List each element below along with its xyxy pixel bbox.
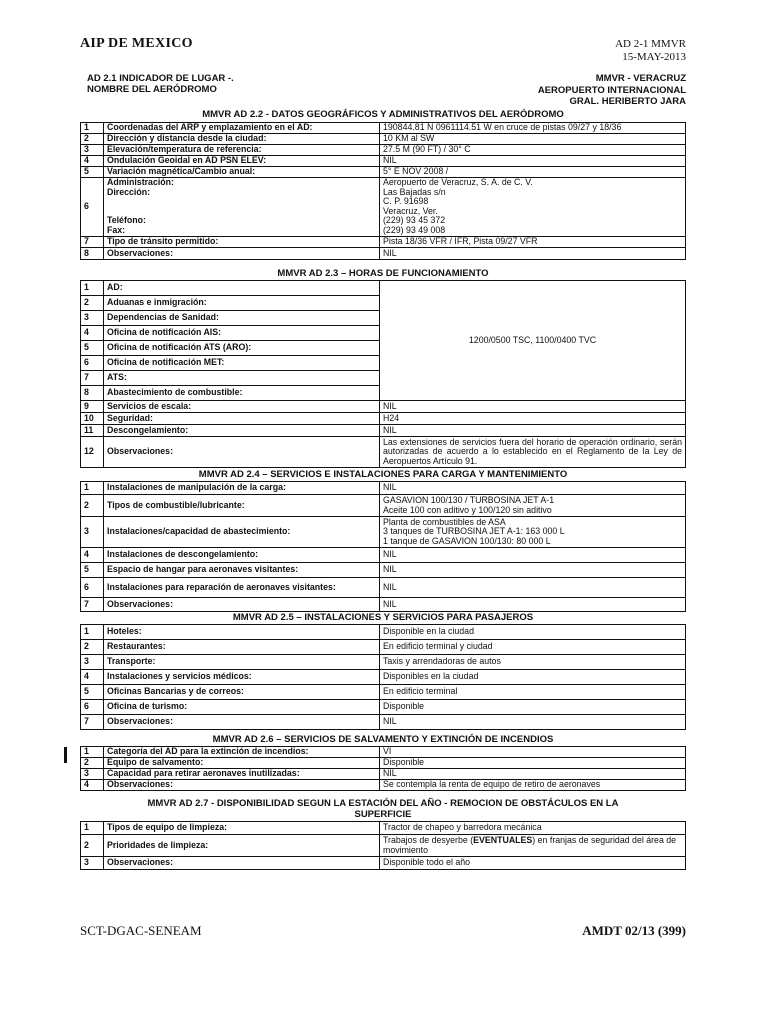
row-label: Observaciones: xyxy=(104,857,380,870)
row-value: Taxis y arrendadoras de autos xyxy=(380,655,686,670)
row-number: 3 xyxy=(81,655,104,670)
row-number: 6 xyxy=(81,178,104,237)
table-row xyxy=(81,145,686,156)
table-row xyxy=(81,413,686,425)
row-label: ATS: xyxy=(104,371,380,386)
row-number: 12 xyxy=(81,437,104,468)
row-label: Prioridades de limpieza: xyxy=(104,835,380,857)
aerodrome-name xyxy=(538,73,686,108)
table-row xyxy=(81,123,686,134)
row-value: Se contempla la renta de equipo de retiro de aeronaves xyxy=(380,780,686,791)
row-label: Instalaciones para reparación de aeronaves visitantes: xyxy=(104,578,380,598)
row-number: 9 xyxy=(81,401,104,413)
table-row xyxy=(81,758,686,769)
row-value: Las extensiones de servicios fuera del horario de operación ordinario, serán autorizadas de acuerdo a lo establecido en el Reglamento de la Ley de Aeropuertos Artículo 91. xyxy=(380,437,686,468)
row-value: NIL xyxy=(380,598,686,612)
row-value: GASAVION 100/130 / TURBOSINA JET A-1 Aceite 100 con aditivo y 100/120 sin aditivo xyxy=(380,495,686,517)
aerodrome-name-line-3: GRAL. HERIBERTO JARA xyxy=(569,96,686,107)
row-number: 6 xyxy=(81,578,104,598)
table-row xyxy=(81,700,686,715)
row-value: NIL xyxy=(380,548,686,563)
table-row xyxy=(81,134,686,145)
row-number: 3 xyxy=(81,857,104,870)
table-row xyxy=(81,598,686,612)
table-row xyxy=(81,248,686,260)
row-label: Oficina de notificación MET: xyxy=(104,356,380,371)
row-label: Seguridad: xyxy=(104,413,380,425)
row-label: Instalaciones y servicios médicos: xyxy=(104,670,380,685)
table-row xyxy=(81,517,686,548)
section-2-6-table xyxy=(80,746,686,791)
row-number: 8 xyxy=(81,386,104,401)
row-number: 4 xyxy=(81,156,104,167)
row-value: Disponible xyxy=(380,700,686,715)
table-row xyxy=(81,640,686,655)
row-label: Coordenadas del ARP y emplazamiento en el AD: xyxy=(104,123,380,134)
table-row xyxy=(81,685,686,700)
section-2-3-title: MMVR AD 2.3 – HORAS DE FUNCIONAMIENTO xyxy=(277,268,489,279)
table-row xyxy=(81,857,686,870)
location-heading-line-2: NOMBRE DEL AERÓDROMO xyxy=(87,84,217,95)
row-number: 4 xyxy=(81,670,104,685)
table-row xyxy=(81,747,686,758)
aerodrome-name-line-1: MMVR - VERACRUZ xyxy=(595,73,686,84)
table-row xyxy=(81,715,686,730)
row-value: 10 KM al SW xyxy=(380,134,686,145)
table-row xyxy=(81,822,686,835)
row-number: 2 xyxy=(81,495,104,517)
row-value: Aeropuerto de Veracruz, S. A. de C. V. Las Bajadas s/n C. P. 91698 Veracruz, Ver. (229) 93 45 372 (229) 93 49 008 xyxy=(380,178,686,237)
amendment-bar xyxy=(64,747,67,763)
row-label: Dependencias de Sanidad: xyxy=(104,311,380,326)
row-label: AD: xyxy=(104,281,380,296)
row-number: 2 xyxy=(81,134,104,145)
row-label: Tipo de tránsito permitido: xyxy=(104,237,380,248)
row-label: Observaciones: xyxy=(104,780,380,791)
footer-issuer: SCT-DGAC-SENEAM xyxy=(80,923,202,938)
row-value xyxy=(380,835,686,857)
section-2-4-title: MMVR AD 2.4 – SERVICIOS E INSTALACIONES PARA CARGA Y MANTENIMIENTO xyxy=(198,469,568,480)
row-label: Observaciones: xyxy=(104,437,380,468)
table-row xyxy=(81,495,686,517)
row-value: VI xyxy=(380,747,686,758)
row-number: 1 xyxy=(81,822,104,835)
row-number: 5 xyxy=(81,563,104,578)
table-row xyxy=(81,625,686,640)
location-heading-line-1: AD 2.1 INDICADOR DE LUGAR -. xyxy=(87,73,234,84)
value-part: Trabajos de desyerbe ( xyxy=(383,834,474,845)
row-label: Restaurantes: xyxy=(104,640,380,655)
row-number: 2 xyxy=(81,835,104,857)
table-row xyxy=(81,563,686,578)
row-label: Tipos de equipo de limpieza: xyxy=(104,822,380,835)
row-label: Tipos de combustible/lubricante: xyxy=(104,495,380,517)
row-number: 1 xyxy=(81,625,104,640)
row-label: Espacio de hangar para aeronaves visitantes: xyxy=(104,563,380,578)
row-number: 5 xyxy=(81,167,104,178)
row-number: 1 xyxy=(81,747,104,758)
row-label: Descongelamiento: xyxy=(104,425,380,437)
table-row xyxy=(81,401,686,413)
table-row xyxy=(81,156,686,167)
row-number: 8 xyxy=(81,248,104,260)
row-value: Planta de combustibles de ASA 3 tanques de TURBOSINA JET A-1: 163 000 L 1 tanque de GASAVION 100/130: 80 000 L xyxy=(380,517,686,548)
row-label: Equipo de salvamento: xyxy=(104,758,380,769)
row-number: 4 xyxy=(81,548,104,563)
row-value: Disponible todo el año xyxy=(380,857,686,870)
row-value: Pista 18/36 VFR / IFR, Pista 09/27 VFR xyxy=(380,237,686,248)
table-row xyxy=(81,178,686,237)
value-part: ) en franjas de seguridad del área de movimiento xyxy=(383,834,677,855)
row-label: Instalaciones de manipulación de la carga: xyxy=(104,482,380,495)
row-label: Capacidad para retirar aeronaves inutilizadas: xyxy=(104,769,380,780)
row-number: 10 xyxy=(81,413,104,425)
row-number: 4 xyxy=(81,780,104,791)
row-value: Disponible en la ciudad xyxy=(380,625,686,640)
table-row xyxy=(81,437,686,468)
row-label: Oficina de notificación ATS (ARO): xyxy=(104,341,380,356)
row-label: Categoría del AD para la extinción de incendios: xyxy=(104,747,380,758)
section-2-6-title: MMVR AD 2.6 – SERVICIOS DE SALVAMENTO Y EXTINCIÓN DE INCENDIOS xyxy=(212,734,554,745)
row-number: 3 xyxy=(81,517,104,548)
section-2-7-table xyxy=(80,821,686,870)
row-value: Tractor de chapeo y barredora mecánica xyxy=(380,822,686,835)
aerodrome-name-line-2: AEROPUERTO INTERNACIONAL xyxy=(537,84,686,96)
footer-amendment: AMDT 02/13 (399) xyxy=(582,923,686,938)
row-value: 27.5 M (90 FT) / 30° C xyxy=(380,145,686,156)
row-number: 3 xyxy=(81,311,104,326)
row-number: 6 xyxy=(81,356,104,371)
row-number: 3 xyxy=(81,145,104,156)
section-2-4-table xyxy=(80,481,686,612)
row-label: Hoteles: xyxy=(104,625,380,640)
table-row xyxy=(81,769,686,780)
row-number: 7 xyxy=(81,371,104,386)
row-number: 11 xyxy=(81,425,104,437)
row-value: NIL xyxy=(380,578,686,598)
section-2-7-title-line-2: SUPERFICIE xyxy=(354,809,412,820)
row-number: 1 xyxy=(81,281,104,296)
table-row xyxy=(81,281,686,296)
row-value: H24 xyxy=(380,413,686,425)
row-label: Ondulación Geoidal en AD PSN ELEV: xyxy=(104,156,380,167)
row-label: Variación magnética/Cambio anual: xyxy=(104,167,380,178)
table-row xyxy=(81,780,686,791)
row-value: En edificio terminal y ciudad xyxy=(380,640,686,655)
row-label: Instalaciones de descongelamiento: xyxy=(104,548,380,563)
row-value: En edificio terminal xyxy=(380,685,686,700)
row-value: NIL xyxy=(380,156,686,167)
table-row xyxy=(81,167,686,178)
row-label: Abastecimiento de combustible: xyxy=(104,386,380,401)
row-number: 5 xyxy=(81,685,104,700)
row-label: Observaciones: xyxy=(104,598,380,612)
row-number: 2 xyxy=(81,640,104,655)
row-value: NIL xyxy=(380,401,686,413)
row-number: 5 xyxy=(81,341,104,356)
row-number: 2 xyxy=(81,758,104,769)
row-value: 5° E NOV 2008 / xyxy=(380,167,686,178)
row-label: Oficina de notificación AIS: xyxy=(104,326,380,341)
table-row xyxy=(81,670,686,685)
section-2-5-table xyxy=(80,624,686,730)
row-label: Transporte: xyxy=(104,655,380,670)
row-value: NIL xyxy=(380,563,686,578)
row-label: Aduanas e inmigración: xyxy=(104,296,380,311)
table-row xyxy=(81,548,686,563)
row-value: NIL xyxy=(380,715,686,730)
row-label: Elevación/temperatura de referencia: xyxy=(104,145,380,156)
row-number: 7 xyxy=(81,715,104,730)
section-2-2-table xyxy=(80,122,686,260)
page-code: AD 2-1 MMVR xyxy=(615,38,686,50)
page-date: 15-MAY-2013 xyxy=(622,51,686,63)
row-number: 7 xyxy=(81,598,104,612)
value-emphasis: EVENTUALES xyxy=(473,834,533,845)
table-row xyxy=(81,482,686,495)
row-label: Observaciones: xyxy=(104,248,380,260)
row-number: 1 xyxy=(81,123,104,134)
location-indicator-heading xyxy=(87,73,234,95)
operating-hours-value: 1200/0500 TSC, 1100/0400 TVC xyxy=(380,281,686,401)
table-row xyxy=(81,425,686,437)
section-2-7-title-line-1: MMVR AD 2.7 - DISPONIBILIDAD SEGUN LA ESTACIÓN DEL AÑO - REMOCION DE OBSTÁCULOS EN LA xyxy=(147,798,619,809)
row-label: Dirección y distancia desde la ciudad: xyxy=(104,134,380,145)
row-value: NIL xyxy=(380,482,686,495)
row-number: 4 xyxy=(81,326,104,341)
row-number: 7 xyxy=(81,237,104,248)
table-row xyxy=(81,578,686,598)
row-label: Observaciones: xyxy=(104,715,380,730)
row-label: Administración: Dirección: Teléfono: Fax: xyxy=(104,178,380,237)
section-2-5-title: MMVR AD 2.5 – INSTALACIONES Y SERVICIOS PARA PASAJEROS xyxy=(232,612,534,623)
table-row xyxy=(81,237,686,248)
row-value: NIL xyxy=(380,248,686,260)
row-value: Disponible xyxy=(380,758,686,769)
aip-title: AIP DE MEXICO xyxy=(80,36,193,51)
section-2-3-table xyxy=(80,280,686,468)
row-label: Instalaciones/capacidad de abastecimiento: xyxy=(104,517,380,548)
section-2-7-title xyxy=(80,798,686,820)
row-number: 6 xyxy=(81,700,104,715)
row-label: Oficinas Bancarias y de correos: xyxy=(104,685,380,700)
row-value: NIL xyxy=(380,425,686,437)
row-value: NIL xyxy=(380,769,686,780)
page-reference xyxy=(615,38,686,64)
section-2-2-title: MMVR AD 2.2 - DATOS GEOGRÁFICOS Y ADMINISTRATIVOS DEL AERÓDROMO xyxy=(202,109,564,120)
row-label: Oficina de turismo: xyxy=(104,700,380,715)
row-number: 2 xyxy=(81,296,104,311)
row-label: Servicios de escala: xyxy=(104,401,380,413)
table-row xyxy=(81,655,686,670)
table-row xyxy=(81,835,686,857)
row-value: Disponibles en la ciudad xyxy=(380,670,686,685)
row-number: 3 xyxy=(81,769,104,780)
row-value: 190844.81 N 0961114.51 W en cruce de pistas 09/27 y 18/36 xyxy=(380,123,686,134)
row-number: 1 xyxy=(81,482,104,495)
